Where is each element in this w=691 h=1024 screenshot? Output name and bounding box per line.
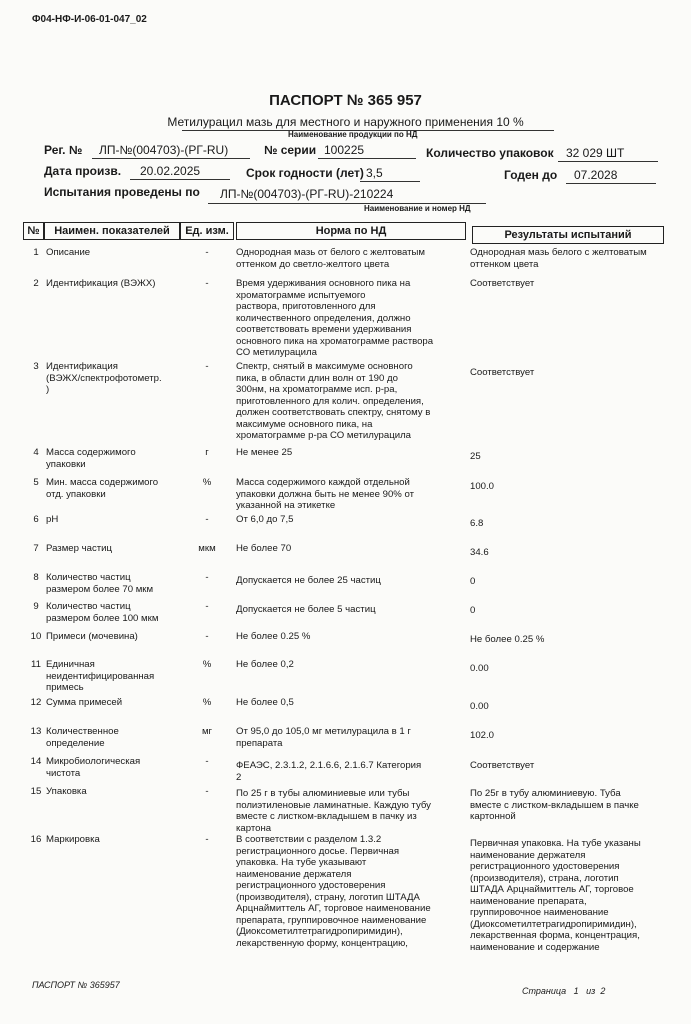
reg-value: ЛП-№(004703)-(РГ-RU) (99, 143, 229, 157)
shelf-life-label: Срок годности (лет) (246, 166, 364, 180)
page-total: 2 (600, 986, 606, 996)
series-label: № серии (264, 143, 317, 157)
tests-label: Испытания проведены по (44, 185, 200, 199)
prod-date-underline (130, 179, 230, 180)
product-name: Метилурацил мазь для местного и наружного применения 10 % (167, 115, 524, 129)
reg-label: Рег. № (44, 143, 83, 157)
packages-underline (558, 161, 658, 162)
valid-until-value: 07.2028 (574, 168, 618, 182)
valid-until-underline (566, 183, 656, 184)
document-code: Ф04-НФ-И-06-01-047_02 (32, 14, 147, 25)
shelf-life-underline (360, 181, 420, 182)
prod-date-label: Дата произв. (44, 164, 122, 178)
page-indicator (522, 986, 605, 996)
col-header-name: Наимен. показателей (44, 222, 180, 240)
col-header-result: Результаты испытаний (472, 226, 664, 244)
col-header-norm: Норма по НД (236, 222, 466, 240)
tests-caption: Наименование и номер НД (364, 204, 471, 213)
reg-underline (92, 158, 250, 159)
footer-passport-number: ПАСПОРТ № 365957 (32, 980, 120, 990)
shelf-life-value: 3,5 (366, 166, 383, 180)
series-underline (318, 158, 416, 159)
valid-until-label: Годен до (504, 168, 558, 182)
packages-label: Количество упаковок (426, 146, 554, 160)
product-name-caption: Наименование продукции по НД (288, 130, 418, 139)
passport-title: ПАСПОРТ № 365 957 (269, 92, 422, 109)
col-header-number: № (23, 222, 44, 240)
page-label: Страница (522, 986, 567, 996)
col-header-unit: Ед. изм. (180, 222, 234, 240)
prod-date-value: 20.02.2025 (140, 164, 201, 178)
tests-value: ЛП-№(004703)-(РГ-RU)-210224 (220, 187, 394, 201)
series-value: 100225 (324, 143, 365, 157)
page-current: 1 (573, 986, 579, 996)
packages-value: 32 029 ШТ (566, 146, 625, 160)
page-separator: из (586, 986, 596, 996)
